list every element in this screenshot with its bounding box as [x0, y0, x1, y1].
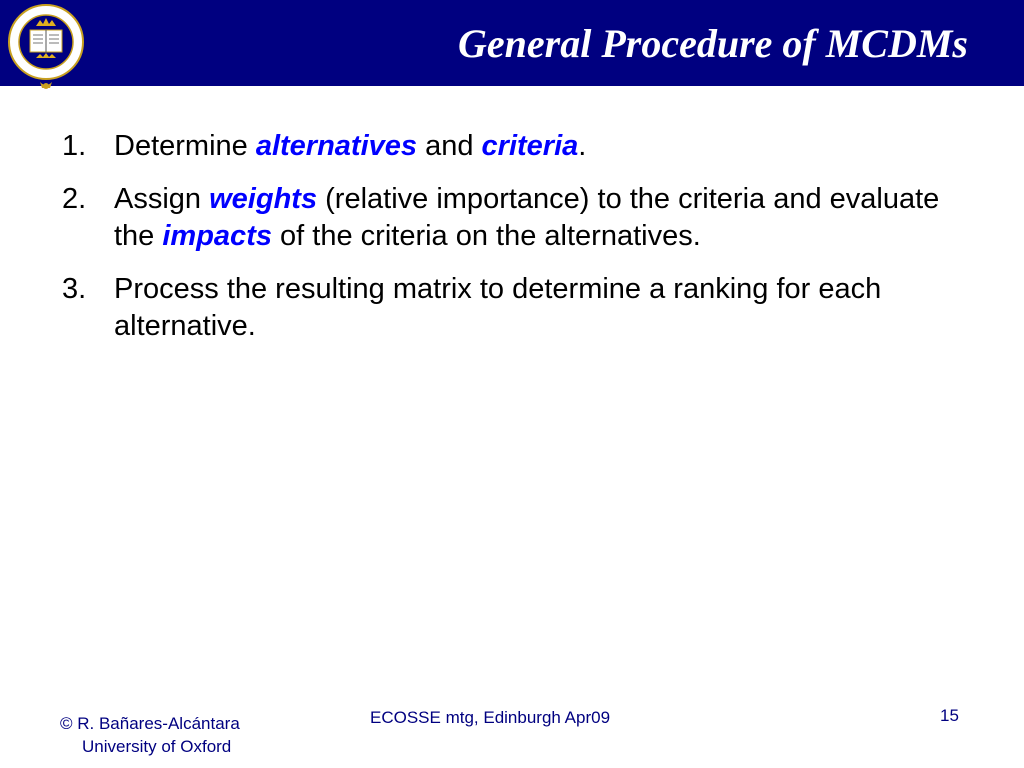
list-item	[62, 128, 982, 165]
oxford-crest-icon	[6, 2, 86, 94]
author-name: © R. Bañares-Alcántara	[60, 714, 240, 733]
item-text: Determine	[114, 130, 256, 162]
item-text: of the criteria on the alternatives.	[271, 220, 701, 252]
title-bar	[0, 0, 1024, 86]
item-number: 3.	[62, 273, 87, 305]
list-item	[62, 271, 982, 345]
keyword-alternatives: alternatives	[255, 130, 418, 162]
keyword-criteria: criteria	[481, 130, 579, 162]
item-number: 1.	[62, 130, 87, 162]
slide-title: General Procedure of MCDMs	[458, 21, 968, 66]
footer-event: ECOSSE mtg, Edinburgh Apr09	[370, 708, 611, 727]
list-item	[62, 181, 982, 255]
keyword-impacts: impacts	[162, 220, 272, 252]
item-text: and	[417, 130, 482, 162]
author-affiliation: University of Oxford	[82, 737, 232, 756]
item-text: .	[578, 130, 587, 162]
item-text: Assign	[114, 183, 210, 215]
item-text: (relative importance) to the criteria and evaluate the	[114, 183, 940, 252]
keyword-weights: weights	[209, 183, 318, 215]
procedure-list	[62, 128, 982, 361]
footer-author	[60, 712, 240, 758]
item-number: 2.	[62, 183, 87, 215]
item-text: Process the resulting matrix to determine a ranking for each alternative.	[114, 273, 882, 342]
page-number: 15	[940, 706, 959, 725]
